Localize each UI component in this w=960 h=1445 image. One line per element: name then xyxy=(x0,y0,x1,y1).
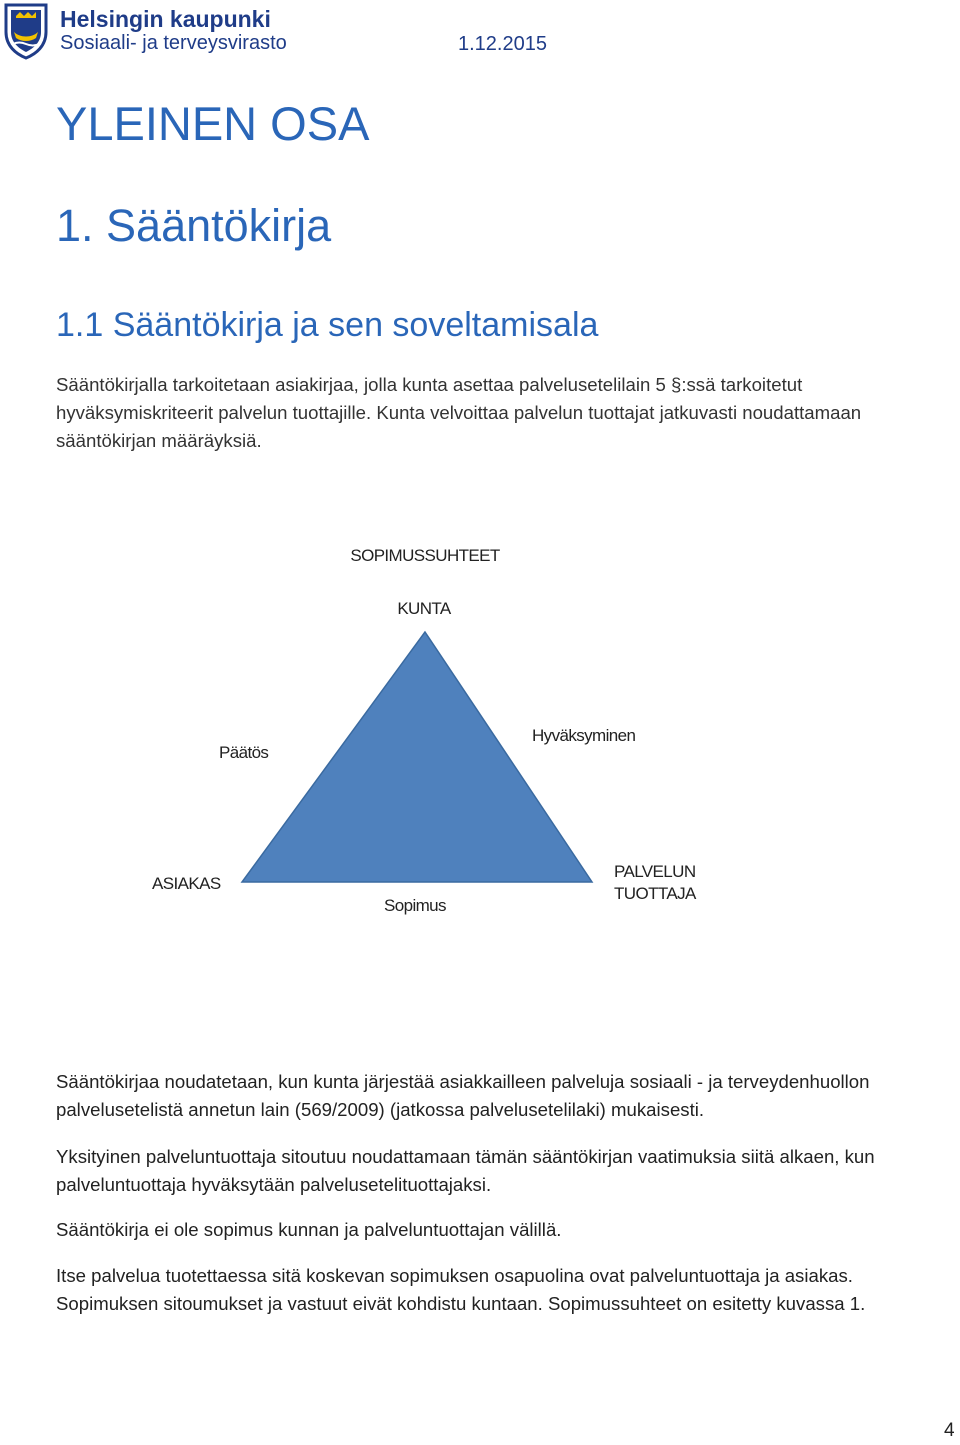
relationship-diagram xyxy=(0,540,960,940)
page-number: 4 xyxy=(944,1420,955,1441)
org-name: Helsingin kaupunki xyxy=(60,6,271,32)
heading-subsection: 1.1 Sääntökirja ja sen soveltamisala xyxy=(56,306,599,344)
label-hyvaksyminen: Hyväksyminen xyxy=(532,726,636,745)
relationship-triangle xyxy=(242,632,592,882)
helsinki-crest-icon xyxy=(2,2,50,60)
intro-paragraph: Sääntökirjalla tarkoitetaan asiakirjaa, jolla kunta asettaa palvelusetelilain 5 §:ssä tarkoitetut hyväksymiskriteerit palvelun tuottajille. Kunta velvoittaa palvelun tuottajat jatkuvasti noudattamaan sääntökirjan määräyksiä. xyxy=(56,374,862,451)
label-paatos: Päätös xyxy=(219,743,269,762)
heading-main: YLEINEN OSA xyxy=(56,97,370,150)
label-asiakas: ASIAKAS xyxy=(152,874,221,893)
paragraph-2: Yksityinen palveluntuottaja sitoutuu noudattamaan tämän sääntökirjan vaatimuksia siitä alkaen, kun palveluntuottaja hyväksytään palvelusetelituottajaksi. xyxy=(56,1146,875,1195)
heading-section: 1. Sääntökirja xyxy=(56,200,332,251)
label-kunta: KUNTA xyxy=(397,599,451,618)
paragraph-4: Itse palvelua tuotettaessa sitä koskevan sopimuksen osapuolina ovat palveluntuottaja ja asiakas. Sopimuksen sitoumukset ja vastuut eivät kohdistu kuntaan. Sopimussuhteet on esitetty kuvassa 1. xyxy=(56,1265,866,1314)
document-date: 1.12.2015 xyxy=(458,33,547,55)
diagram-title: SOPIMUSSUHTEET xyxy=(350,546,500,565)
paragraph-3: Sääntökirja ei ole sopimus kunnan ja palveluntuottajan välillä. xyxy=(56,1219,562,1240)
label-tuottaja: TUOTTAJA xyxy=(614,884,696,903)
paragraph-1: Sääntökirjaa noudatetaan, kun kunta järjestää asiakkailleen palveluja sosiaali - ja terveydenhuollon palvelusetelistä annetun lain (569/2009) (jatkossa palvelusetelilaki) mukaisesti. xyxy=(56,1071,870,1120)
label-sopimus: Sopimus xyxy=(384,896,446,915)
department-name: Sosiaali- ja terveysvirasto xyxy=(60,32,287,54)
label-palvelun: PALVELUN xyxy=(614,862,696,881)
